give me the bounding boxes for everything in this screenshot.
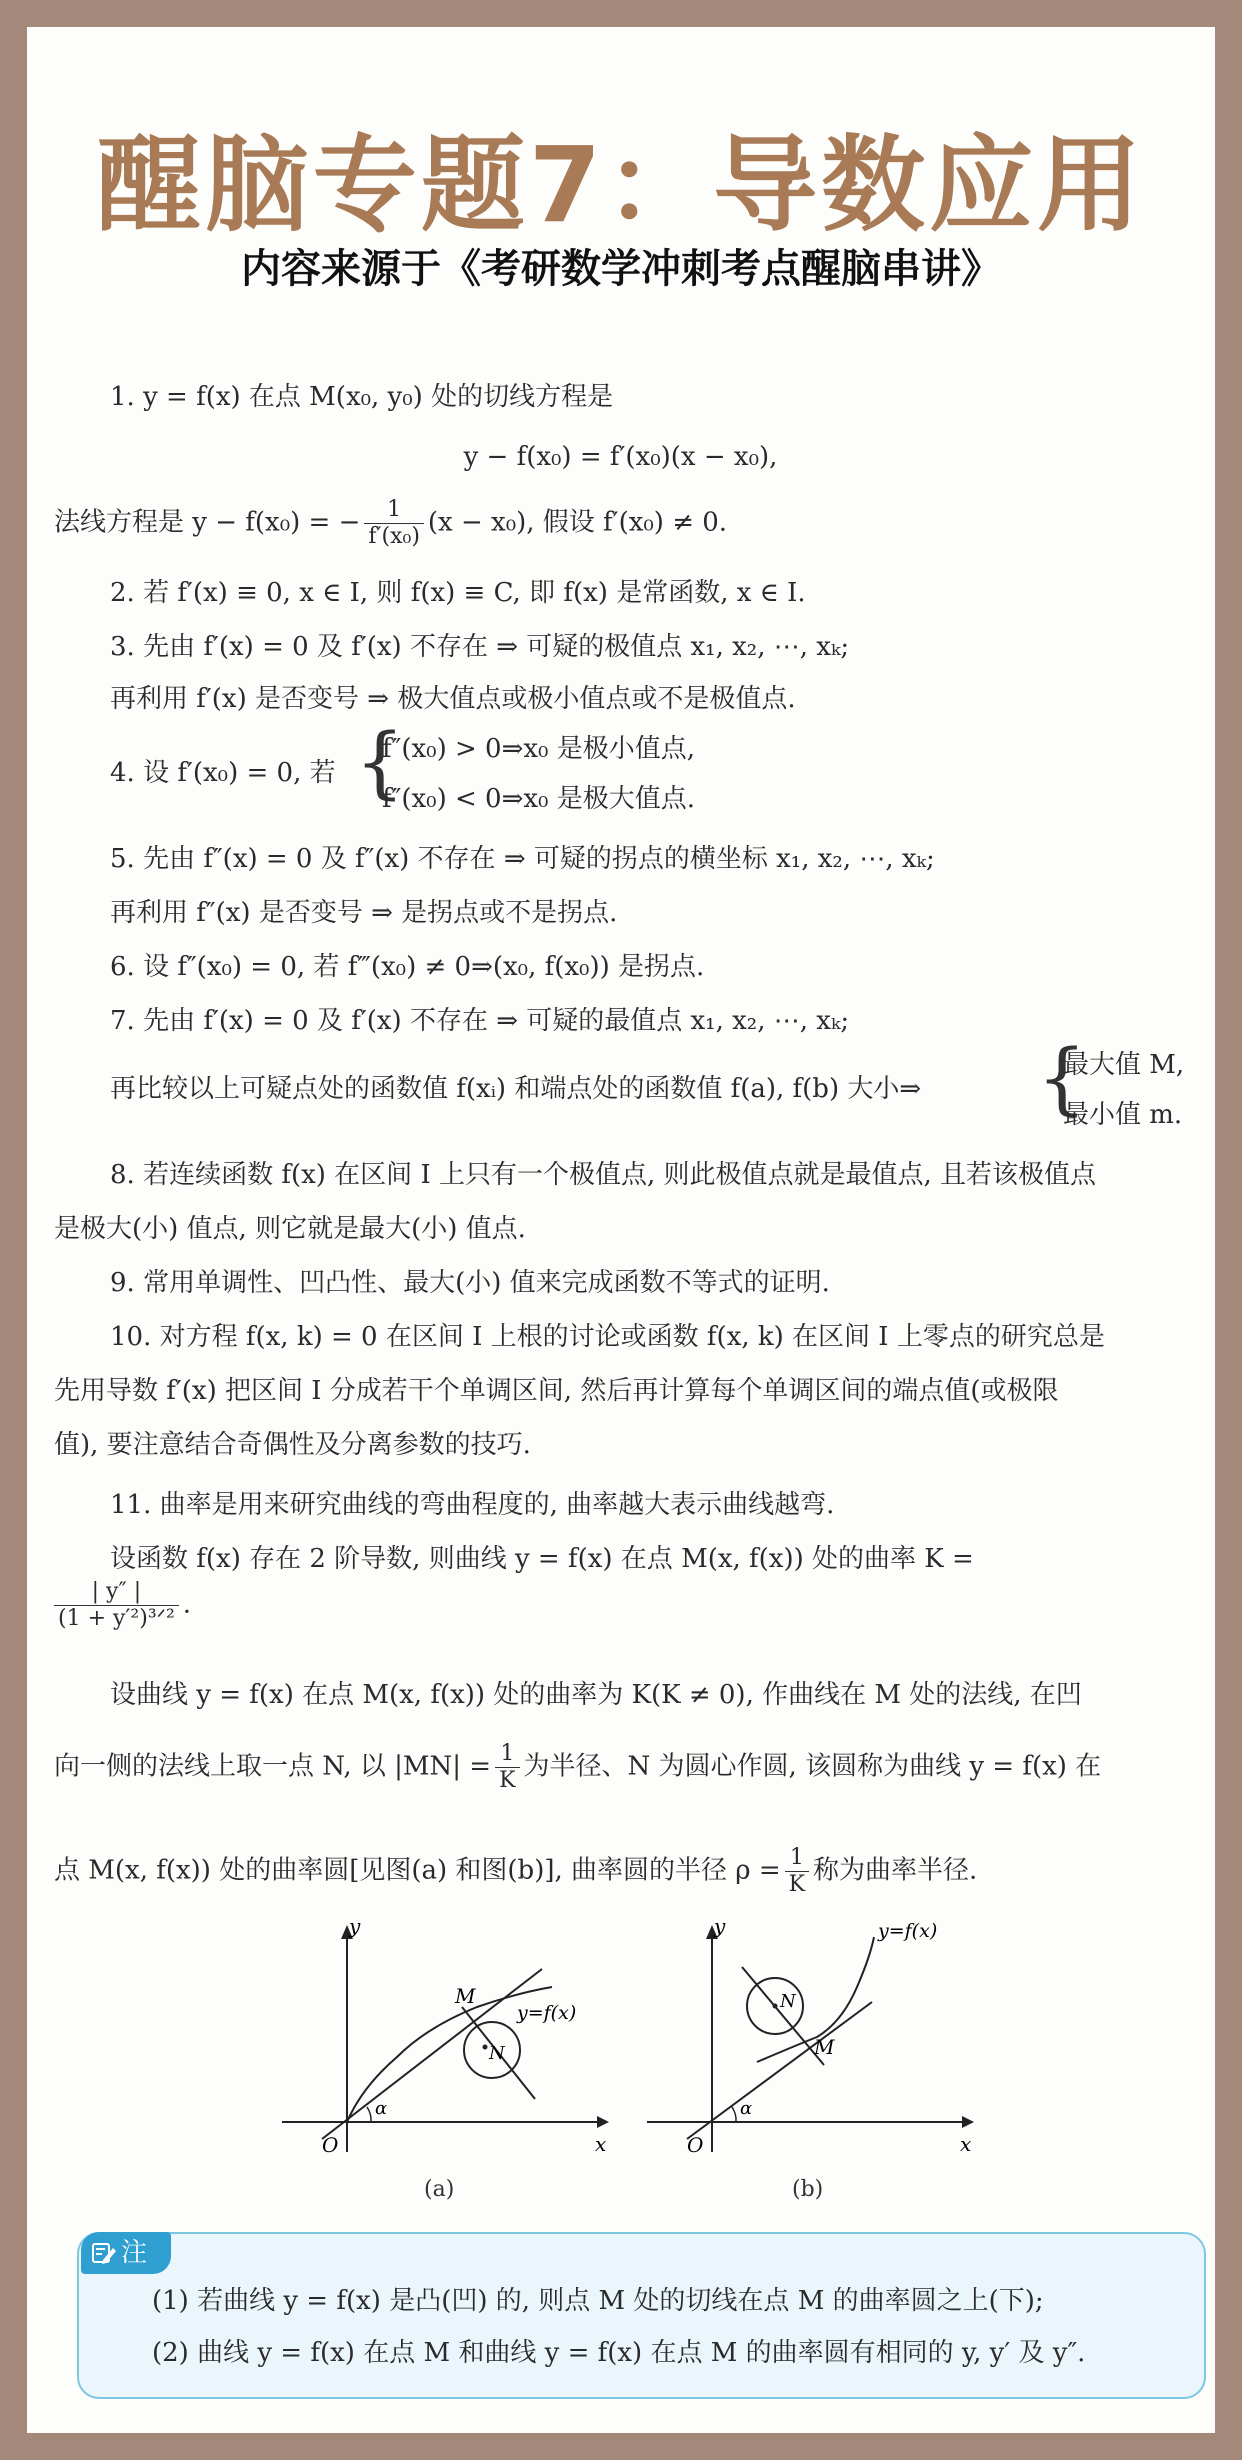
fig-a-x-arrow	[597, 2116, 609, 2128]
item-8-line-1: 8. 若连续函数 f(x) 在区间 I 上只有一个极值点, 则此极值点就是最值点, 且若该极值点	[110, 1160, 1097, 1190]
item-11-line-6	[54, 1845, 1187, 1898]
item-3-line-1: 3. 先由 f′(x) = 0 及 f′(x) 不存在 ⇒ 可疑的极值点 x₁, x₂, ⋯, xₖ;	[110, 632, 850, 662]
item-8-line-2: 是极大(小) 值点, 则它就是最大(小) 值点.	[54, 1214, 526, 1244]
item-4-pre: 4. 设 f′(x₀) = 0, 若	[110, 758, 336, 788]
item-4-case-2: f″(x₀) < 0⇒x₀ 是极大值点.	[382, 784, 695, 814]
item-4-case-1: f″(x₀) > 0⇒x₀ 是极小值点,	[382, 734, 695, 764]
fig-a-alpha-label: α	[375, 2098, 388, 2119]
item-5-line-1: 5. 先由 f″(x) = 0 及 f″(x) 不存在 ⇒ 可疑的拐点的横坐标 x₁, x₂, ⋯, xₖ;	[110, 844, 935, 874]
fig-a-x-label: x	[595, 2132, 607, 2156]
figure-b	[642, 1907, 982, 2167]
item-10-line-2: 先用导数 f′(x) 把区间 I 分成若干个单调区间, 然后再计算每个单调区间的端点值(或极限	[54, 1376, 1059, 1406]
fig-b-x-label: x	[960, 2132, 972, 2156]
item-11-line-2: 设函数 f(x) 存在 2 阶导数, 则曲线 y = f(x) 在点 M(x, f(x)) 处的曲率 K =	[110, 1544, 974, 1574]
fig-b-m-label: M	[814, 2035, 835, 2059]
fig-a-angle-arc	[367, 2107, 371, 2122]
fig-a-n-label: N	[489, 2043, 505, 2064]
fig-b-n-label: N	[780, 1991, 796, 2012]
radius-fraction	[495, 1741, 519, 1794]
item-11-line-4: 设曲线 y = f(x) 在点 M(x, f(x)) 处的曲率为 K(K ≠ 0), 作曲线在 M 处的法线, 在凹	[110, 1680, 1082, 1710]
rho-frac-den: K	[788, 1872, 806, 1897]
item-11-line-6-post: 称为曲率半径.	[813, 1855, 978, 1886]
fig-a-tangent-line	[322, 1969, 542, 2139]
fig-a-curve-label: y=f(x)	[517, 2002, 577, 2024]
curvature-frac-den: (1 + y′²)³ᐟ²	[58, 1606, 175, 1631]
note-tag-label: 注	[121, 2238, 148, 2268]
fig-b-origin-label: O	[687, 2133, 704, 2157]
item-11-line-5-pre: 向一侧的法线上取一点 N, 以 |MN| =	[54, 1751, 492, 1782]
note-line-1: (1) 若曲线 y = f(x) 是凸(凹) 的, 则点 M 处的切线在点 M 的曲率圆之上(下);	[152, 2286, 1044, 2316]
item-5-line-2: 再利用 f″(x) 是否变号 ⇒ 是拐点或不是拐点.	[110, 898, 618, 928]
fig-b-angle-arc	[732, 2107, 736, 2122]
item-11-line-6-pre: 点 M(x, f(x)) 处的曲率圆[见图(a) 和图(b)], 曲率圆的半径 ρ =	[54, 1855, 781, 1886]
rho-fraction	[785, 1845, 809, 1898]
item-2: 2. 若 f′(x) ≡ 0, x ∈ I, 则 f(x) ≡ C, 即 f(x) 是常函数, x ∈ I.	[110, 578, 806, 608]
note-line-2: (2) 曲线 y = f(x) 在点 M 和曲线 y = f(x) 在点 M 的曲率圆有相同的 y, y′ 及 y″.	[152, 2338, 1086, 2368]
item-7-case-min: 最小值 m.	[1063, 1100, 1183, 1130]
fig-b-curve-label: y=f(x)	[878, 1920, 938, 1942]
fig-b-alpha-label: α	[740, 2098, 753, 2119]
fig-a-origin-label: O	[322, 2133, 339, 2157]
item-1-frac-den: f′(x₀)	[368, 524, 420, 549]
fig-b-center-dot	[773, 2004, 778, 2009]
item-10-line-1: 10. 对方程 f(x, k) = 0 在区间 I 上根的讨论或函数 f(x, k) 在区间 I 上零点的研究总是	[110, 1322, 1105, 1352]
fig-b-tangent-line	[687, 2002, 872, 2139]
item-11-line-1: 11. 曲率是用来研究曲线的弯曲程度的, 曲率越大表示曲线越弯.	[110, 1490, 835, 1520]
page-subtitle: 内容来源于《考研数学冲刺考点醒脑串讲》	[241, 246, 1001, 292]
radius-frac-den: K	[499, 1768, 516, 1793]
fig-b-x-arrow	[962, 2116, 974, 2128]
fig-b-caption: (b)	[792, 2177, 824, 2202]
item-7-case-max: 最大值 M,	[1063, 1050, 1185, 1080]
item-10-line-3: 值), 要注意结合奇偶性及分离参数的技巧.	[54, 1430, 531, 1460]
item-1-frac-num: 1	[364, 497, 424, 524]
fig-a-y-label: y	[349, 1914, 361, 1938]
fig-a-m-label: M	[455, 1984, 476, 2008]
radius-frac-num: 1	[495, 1741, 519, 1768]
note-pen-icon	[91, 2240, 117, 2266]
item-7-brace: {	[1037, 1034, 1087, 1124]
item-11-line-5	[54, 1741, 1187, 1794]
fig-a-center-dot	[483, 2045, 488, 2050]
item-7-line-1: 7. 先由 f′(x) = 0 及 f′(x) 不存在 ⇒ 可疑的最值点 x₁, x₂, ⋯, xₖ;	[110, 1006, 850, 1036]
page-sheet	[27, 27, 1215, 2433]
item-6: 6. 设 f″(x₀) = 0, 若 f‴(x₀) ≠ 0⇒(x₀, f(x₀)) 是拐点.	[110, 952, 705, 982]
item-7-line-2: 再比较以上可疑点处的函数值 f(xᵢ) 和端点处的函数值 f(a), f(b) 大小⇒	[110, 1074, 922, 1104]
page-title: 醒脑专题7：导数应用	[96, 124, 1146, 246]
item-1-normal-line	[54, 497, 1187, 550]
item-4-brace: {	[355, 718, 405, 808]
item-1-normal-pre: 法线方程是 y − f(x₀) = −	[54, 507, 361, 538]
note-tag	[81, 2232, 171, 2274]
item-1-tangent-formula: y − f(x₀) = f′(x₀)(x − x₀),	[463, 442, 778, 472]
rho-frac-num: 1	[785, 1845, 809, 1872]
item-1-line-1: 1. y = f(x) 在点 M(x₀, y₀) 处的切线方程是	[110, 382, 614, 412]
curvature-frac-num: | y″ |	[54, 1579, 179, 1606]
item-3-line-2: 再利用 f′(x) 是否变号 ⇒ 极大值点或极小值点或不是极值点.	[110, 684, 796, 714]
item-9: 9. 常用单调性、凹凸性、最大(小) 值来完成函数不等式的证明.	[110, 1268, 830, 1298]
item-1-fraction	[364, 497, 424, 550]
item-11-line-5-post: 为半径、N 为圆心作圆, 该圆称为曲线 y = f(x) 在	[523, 1751, 1102, 1782]
curvature-fraction	[54, 1579, 179, 1632]
figure-a	[277, 1907, 617, 2167]
fig-b-y-label: y	[714, 1914, 726, 1938]
fig-a-caption: (a)	[424, 2177, 455, 2202]
item-11-curvature-formula: $\frac{| y'' |}{\text{(1 + y′²)³ᐟ²}}$ .	[54, 1579, 1187, 1632]
item-1-normal-post: (x − x₀), 假设 f′(x₀) ≠ 0.	[427, 507, 728, 538]
